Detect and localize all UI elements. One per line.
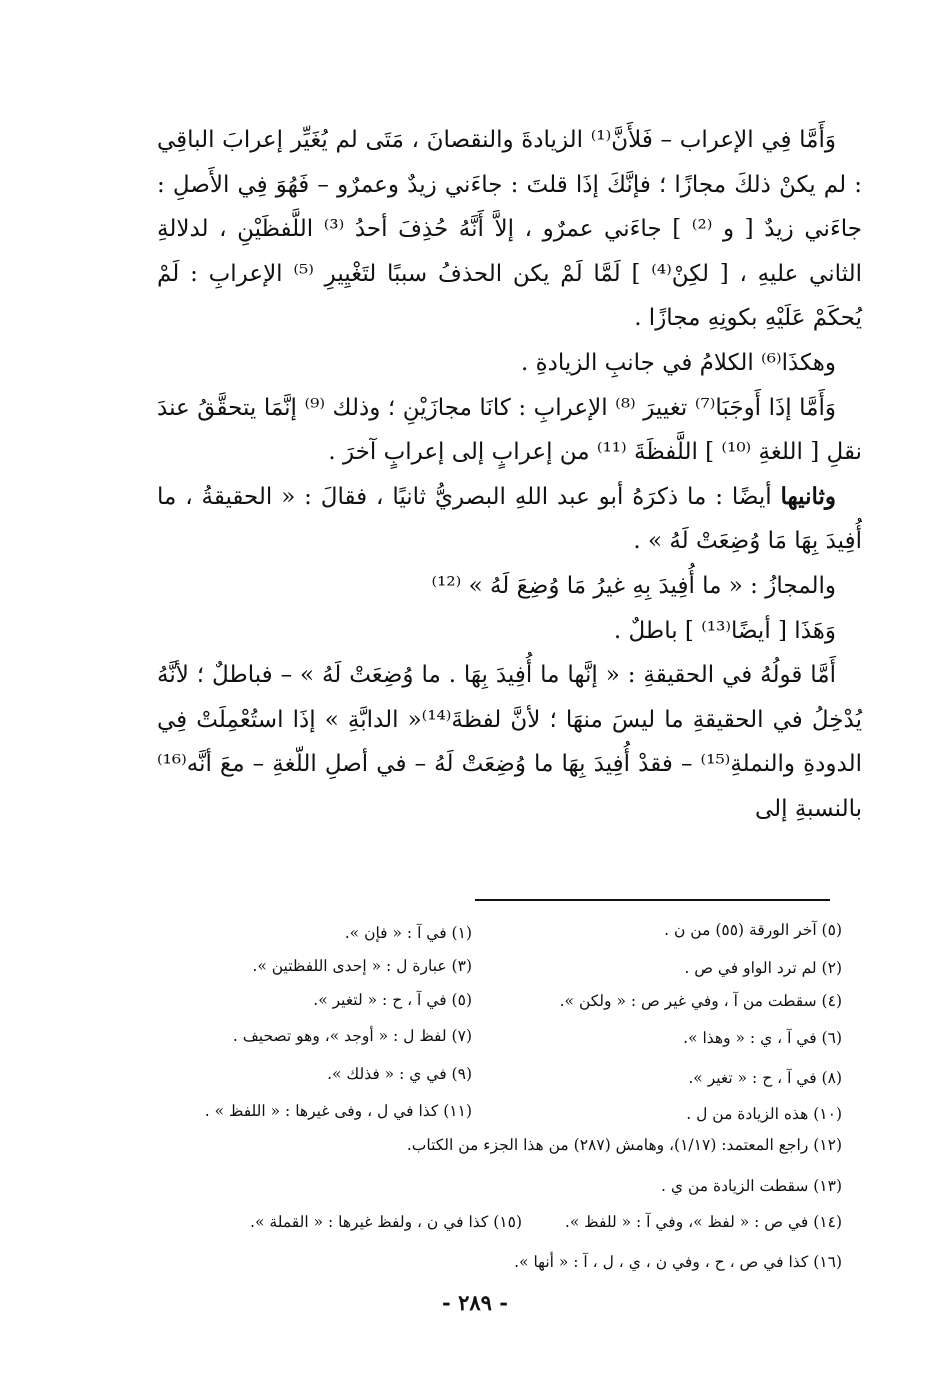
paragraph-4-text: أيضًا : ما ذكرَهُ أبو عبد اللهِ البصريُّ ثانيًا ، فقالَ : « الحقيقةُ ، ما أُفِيدَ بِهَا مَا وُضِعَتْ لَهُ » . — [157, 483, 862, 555]
footnote-3: (٣) عبارة ل : « إحدى اللفظتين ». — [252, 957, 472, 975]
footnote-1: (١) في آ : « فإن ». — [344, 924, 472, 942]
footnote-2: (٢) لم ترد الواو في ص . — [684, 959, 842, 977]
footnote-5: (٥) في آ ، ح : « لتغير ». — [313, 991, 472, 1009]
footnote-divider — [475, 899, 830, 901]
footnote-7: (٧) لفظ ل : « أوجد »، وهو تصحيف . — [232, 1027, 472, 1045]
footnote-8: (٨) في آ ، ح : « تغير ». — [688, 1069, 842, 1087]
paragraph-3: وَأَمَّا إذَا أَوجَبَا⁽⁷⁾ تغييرَ ⁽⁸⁾ الإعرابِ : كانَا مجازَيْنِ ؛ وذلك ⁽⁹⁾ إنَّمَا يتحقَّقُ عندَ نقلِ [ اللغةِ ⁽¹⁰⁾ ] اللَّفظَةَ ⁽¹¹⁾ من إعرابٍ إلى إعرابٍ آخرَ . — [157, 394, 862, 466]
paragraph-4-lead: وثانيها — [780, 482, 836, 510]
footnote-9: (٩) في ي : « فذلك ». — [327, 1065, 472, 1083]
footnote-10: (١٠) هذه الزيادة من ل . — [686, 1105, 842, 1123]
footnote-16: (١٦) كذا في ص ، ح ، وفي ن ، ي ، ل ، آ : « أنها ». — [514, 1253, 842, 1271]
paragraph-7: أَمَّا قولُهُ في الحقيقةِ : « إنَّها ما أُفِيدَ بِهَا . ما وُضِعَتْ لَهُ » – فباطلٌ ؛ لأنَّهُ يُدْخِلُ في الحقيقةِ ما ليسَ منهَا ؛ لأنَّ لفظةَ⁽¹⁴⁾« الدابَّةِ » إذَا استُعْمِلَتْ فِي الدودةِ والنملةِ⁽¹⁵⁾ – فقدْ أُفِيدَ بِهَا ما وُضِعَتْ لَهُ – في أصلِ اللّغةِ – معَ أنَّه⁽¹⁶⁾بالنسبةِ إلى — [157, 662, 863, 822]
paragraph-6: وَهَذَا [ أيضًا⁽¹³⁾ ] باطلٌ . — [613, 617, 836, 644]
footnote-13: (١٣) سقطت الزيادة من ي . — [661, 1177, 842, 1195]
paragraph-4 — [157, 475, 862, 564]
footnote-5-folio: (٥) آخر الورقة (٥٥) من ن . — [664, 921, 842, 939]
footnote-4: (٤) سقطت من آ ، وفي غير ص : « ولكن ». — [559, 992, 842, 1010]
paragraph-2: وهكذَا⁽⁶⁾ الكلامُ في جانبِ الزيادةِ . — [520, 349, 836, 376]
paragraph-5: والمجازُ : « ما أُفِيدَ بِهِ غيرُ مَا وُضِعَ لَهُ » ⁽¹²⁾ — [431, 572, 836, 599]
main-text — [157, 118, 862, 832]
page-number: - ٢٨٩ - — [442, 1290, 508, 1315]
footnote-11: (١١) كذا في ل ، وفى غيرها : « اللفظ » . — [204, 1102, 472, 1120]
footnote-14: (١٤) في ص : « لفظ »، وفي آ : « للفظ ». — [564, 1213, 842, 1231]
paragraph-1: وَأَمَّا فِي الإعراب – فَلأَنَّ⁽¹⁾ الزيادةَ والنقصانَ ، مَتَى لم يُغَيِّر إعرابَ الباقِي : لم يكنْ ذلكَ مجازًا ؛ فإنَّكَ إذَا قلتَ : جاءَني زيدٌ وعمرٌو – فَهُوَ فِي الأَصلِ : جاءَني زيدٌ [ و ⁽²⁾ ] جاءَني عمرٌو ، إلاَّ أَنَّهُ حُذِفَ أحدُ ⁽³⁾ اللَّفظَيْنِ ، لدلالةِ الثاني عليهِ ، [ لكِنْ⁽⁴⁾ ] لَمَّا لَمْ يكن الحذفُ سببًا لتَغْيِيرِ ⁽⁵⁾ الإعرابِ : لَمْ يُحكَمْ عَلَيْهِ بكونِهِ مجازًا . — [157, 127, 862, 332]
footnote-6: (٦) في آ ، ي : « وهذا ». — [683, 1029, 842, 1047]
footnote-15: (١٥) كذا في ن ، ولفظ غيرها : « القملة ». — [250, 1213, 522, 1231]
footnote-12: (١٢) راجع المعتمد: (١/١٧)، وهامش (٢٨٧) من هذا الجزء من الكتاب. — [406, 1136, 842, 1154]
